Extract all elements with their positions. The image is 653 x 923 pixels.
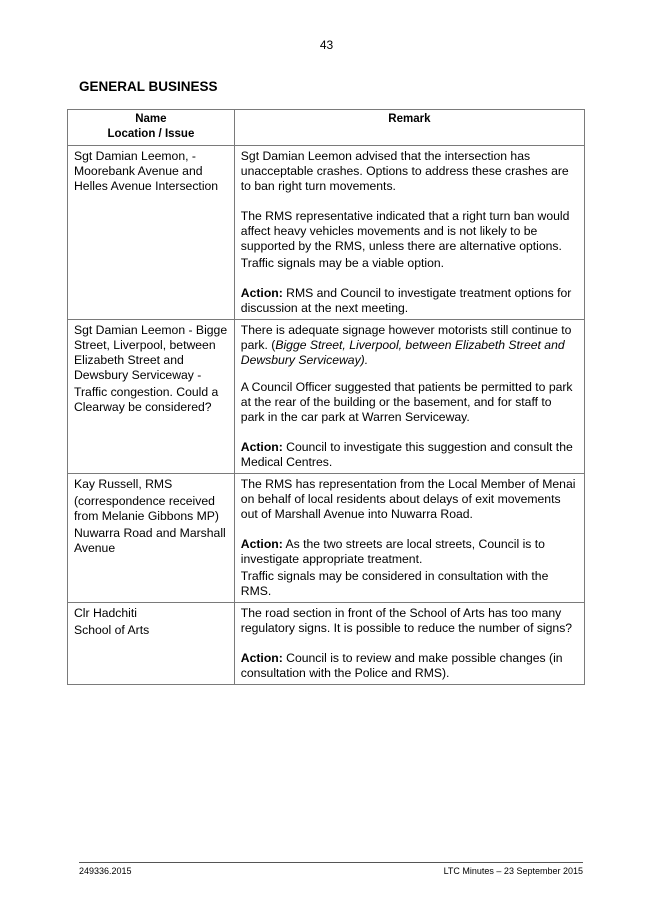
remark-text: Traffic signals may be considered in consultation with the RMS. (240, 569, 549, 598)
table-row (68, 603, 585, 685)
action-note (241, 537, 578, 567)
header-location-label: Location / Issue (107, 128, 195, 140)
remark-text: The RMS has representation from the Local Member of Menai on behalf of local residents about delays of exit movements out of Marshall Avenue into Nuwarra Road. (240, 477, 576, 521)
action-text: Council is to review and make possible changes (in consultation with the Police and RMS). (240, 651, 563, 680)
action-text: As the two streets are local streets, Council is to investigate appropriate treatment. (240, 537, 545, 566)
name-cell (68, 603, 235, 685)
name-line: Moorebank Avenue and (74, 164, 203, 178)
header-name-label: Name (135, 113, 167, 125)
remark-text: Sgt Damian Leemon advised that the intersection has unacceptable crashes. Options to address these crashes are to ban right turn movements. (240, 149, 569, 193)
name-line: Dewsbury Serviceway - (74, 368, 202, 382)
action-label: Action: (240, 286, 283, 300)
name-line: Kay Russell, RMS (74, 477, 173, 491)
name-cell (68, 474, 235, 603)
general-business-table (67, 109, 585, 685)
action-note (241, 651, 578, 681)
name-line: Elizabeth Street and (74, 353, 184, 367)
remark-cell (234, 603, 584, 685)
action-label: Action: (240, 651, 283, 665)
table-row (68, 320, 585, 474)
remark-text: The RMS representative indicated that a right turn ban would affect heavy vehicles movements and is not likely to be supported by the RMS, unless there are alternative options. (240, 209, 570, 253)
remark-cell (234, 474, 584, 603)
name-line: Clr Hadchiti (74, 606, 137, 620)
header-name-location (68, 110, 235, 146)
name-line: Sgt Damian Leemon, - (74, 149, 196, 163)
footer-divider (79, 862, 583, 863)
action-note (241, 440, 578, 470)
footer-document-title: LTC Minutes – 23 September 2015 (443, 866, 583, 876)
remark-text-italic: Bigge Street, Liverpool, between Elizabeth Street and Dewsbury Serviceway). (240, 338, 565, 367)
remark-text (241, 323, 578, 368)
action-text: RMS and Council to investigate treatment options for discussion at the next meeting. (240, 286, 572, 315)
remark-text-plain: There is adequate signage however motorists still continue to park. ( (240, 323, 572, 352)
page-number: 43 (319, 38, 334, 52)
section-heading: GENERAL BUSINESS (79, 79, 218, 94)
name-cell (68, 146, 235, 320)
action-text: Council to investigate this suggestion and consult the Medical Centres. (240, 440, 573, 469)
name-issue: Traffic congestion. Could a Clearway be considered? (74, 385, 219, 414)
name-line: Sgt Damian Leemon - Bigge (74, 323, 228, 337)
name-issue: Nuwarra Road and Marshall Avenue (74, 526, 226, 555)
remark-cell (234, 320, 584, 474)
header-remark: Remark (234, 110, 584, 146)
footer-document-number: 249336.2015 (79, 866, 132, 876)
table-header-row (68, 110, 585, 146)
name-cell (68, 320, 235, 474)
name-issue: School of Arts (74, 623, 150, 637)
remark-cell (234, 146, 584, 320)
remark-text: A Council Officer suggested that patients be permitted to park at the rear of the building or the basement, and for staff to park in the car park at Warren Serviceway. (240, 380, 573, 424)
name-line: Helles Avenue Intersection (74, 179, 219, 193)
table-row (68, 146, 585, 320)
table-row (68, 474, 585, 603)
action-label: Action: (240, 440, 283, 454)
action-label: Action: (240, 537, 283, 551)
action-note (241, 286, 578, 316)
remark-text: Traffic signals may be a viable option. (240, 256, 445, 270)
name-line: (correspondence received from Melanie Gibbons MP) (74, 494, 219, 523)
name-line: Street, Liverpool, between (74, 338, 216, 352)
remark-text: The road section in front of the School of Arts has too many regulatory signs. It is possible to reduce the number of signs? (240, 606, 573, 635)
